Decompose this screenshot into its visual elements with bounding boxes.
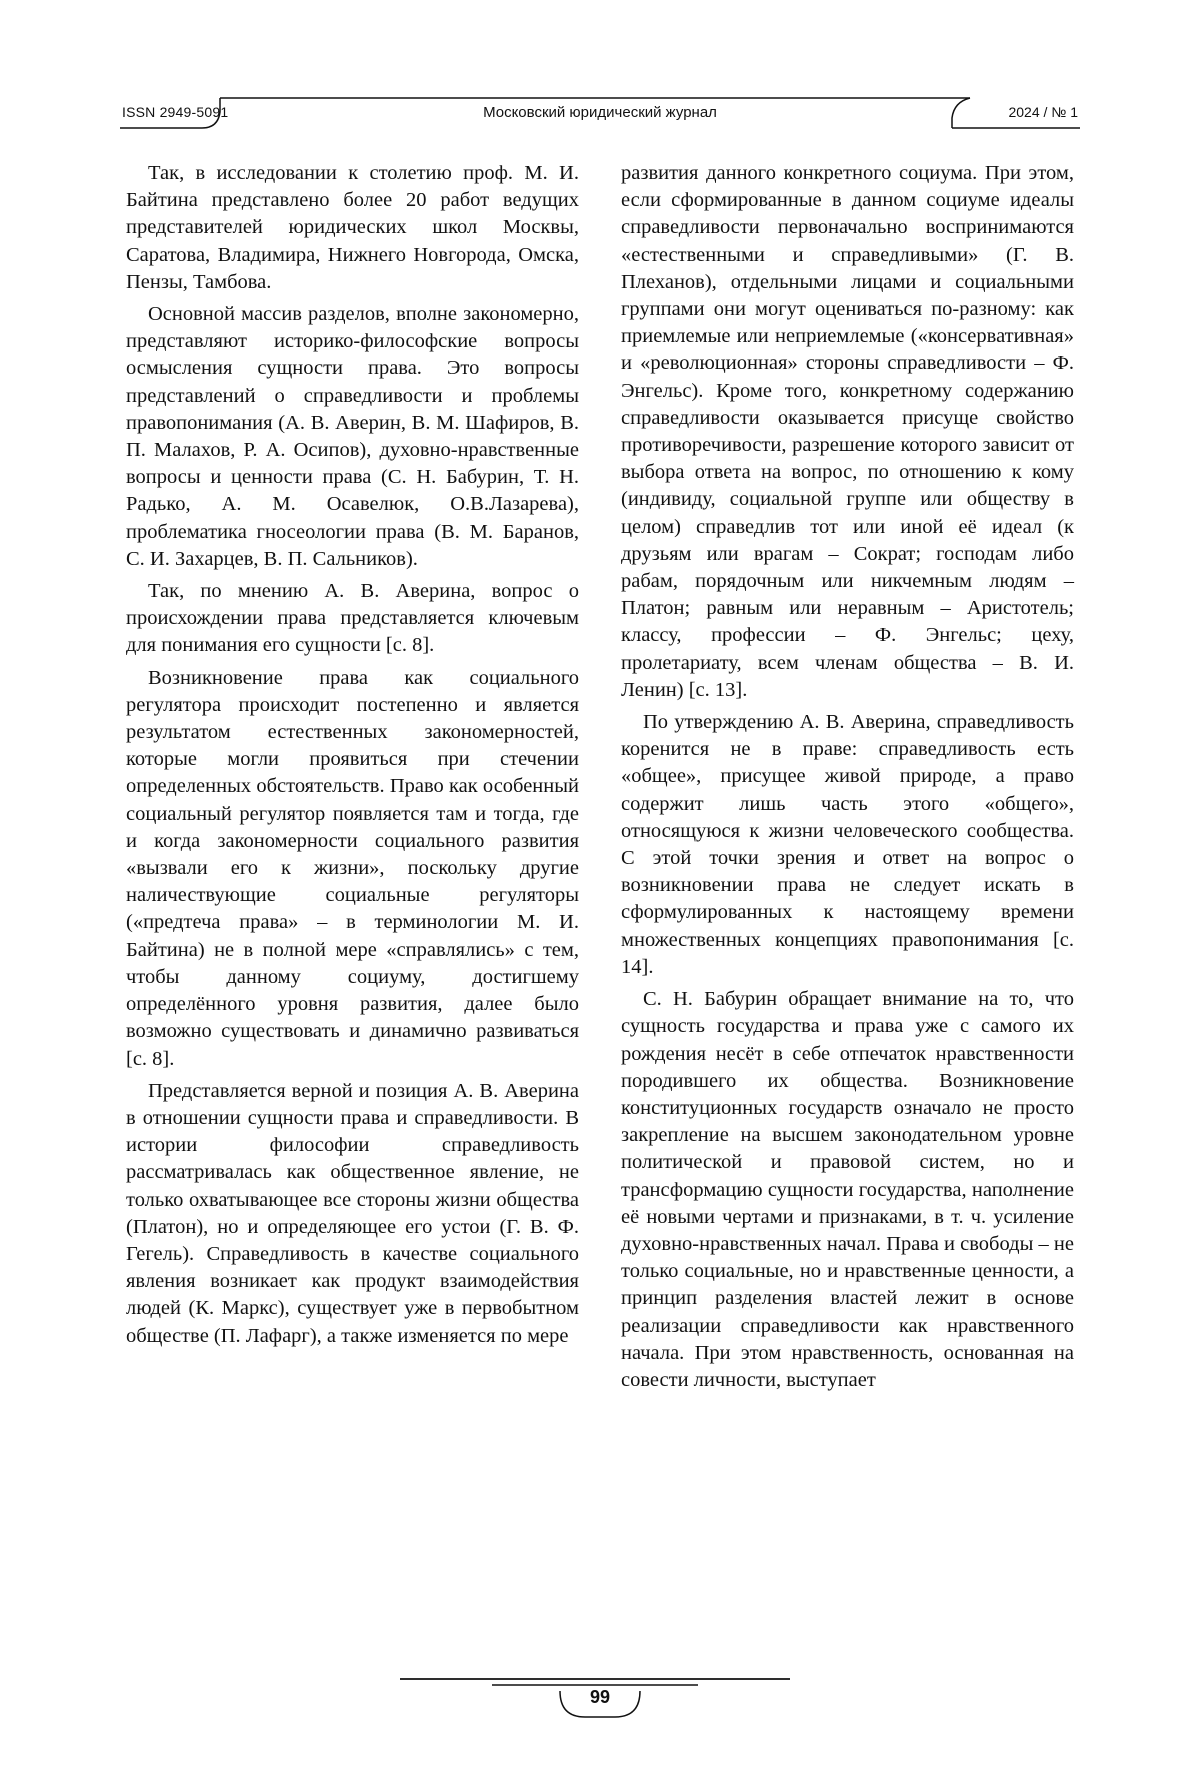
paragraph: По утверждению А. В. Аверина, справедливость коренится не в праве: справедливость есть «общее», присущее живой природе, а право содержит лишь часть этого «общего», относящуюся к жизни человеческого сообщества. С этой точки зрения и ответ на вопрос о возникновении права не следует искать в сформулированных к настоящему времени множественных концепциях правопонимания [с. 14].: [621, 711, 1074, 978]
paragraph: С. Н. Бабурин обращает внимание на то, что сущность государства и права уже с самого их рождения несёт в себе отпечаток нравственности породившего их общества. Возникновение конституционных государств означало не просто закрепление на высшем законодательном уровне политической и правовой систем, но и трансформацию сущности государства, наполнение её новыми чертами и признаками, в т. ч. усиление духовно-нравственных начал. Права и свободы – не только социальные, но и нравственные ценности, а принцип разделения властей лежит в основе реализации справедливости как нравственного начала. При этом нравственность, основанная на совести личности, выступает: [621, 988, 1074, 1391]
paragraph-continued: развития данного конкретного социума. При этом, если сформированные в данном социуме идеалы справедливости первоначально воспринимаются «естественными и справедливыми» (Г. В. Плеханов), отдельными лицами и социальными группами они могут оцениваться по-разному: как приемлемые или неприемлемые («консервативная» и «революционная» стороны справедливости – Ф. Энгельс). Кроме того, конкретному содержанию справедливости оказывается присуще свойство противоречивости, разрешение которого зависит от выбора ответа на вопрос, по отношению к кому (индивиду, социальной группе или обществу в целом) справедлив тот или иной её идеал (к друзьям или врагам – Сократ; господам либо рабам, порядочным или никчемным людям – Платон; равным или неравным – Аристотель; классу, профессии – Ф. Энгельс; цеху, пролетариату, всем членам общества – В. И. Ленин) [с. 13].: [621, 162, 1074, 701]
paragraph: Так, в исследовании к столетию проф. М. И. Байтина представлено более 20 работ ведущих представителей юридических школ Москвы, Саратова, Владимира, Нижнего Новгорода, Омска, Пензы, Тамбова.: [126, 162, 579, 293]
journal-title: Московский юридический журнал: [483, 104, 717, 121]
paragraph: Представляется верной и позиция А. В. Аверина в отношении сущности права и справедливости. В истории философии справедливость рассматривалась как общественное явление, не только охватывающее все стороны жизни общества (Платон), но и определяющее его устои (Г. В. Ф. Гегель). Справедливость в качестве социального явления возникает как продукт взаимодействия людей (К. Маркс), существует уже в первобытном обществе (П. Лафарг), а также изменяется по мере: [126, 1079, 579, 1347]
paragraph: Так, по мнению А. В. Аверина, вопрос о происхождении права представляется ключевым для понимания его сущности [с. 8].: [126, 580, 579, 657]
paragraph: Возникновение права как социального регулятора происходит постепенно и является результатом естественных закономерностей, которые могли проявиться при стечении определенных обстоятельств. Право как особенный социальный регулятор появляется там и тогда, где и когда закономерности социального развития «вызвали его к жизни», поскольку другие наличествующие социальные регуляторы («предтеча права» – в терминологии М. И. Байтина) не в полной мере «справлялись» с тем, чтобы данному социуму, достигшему определённого уровня развития, далее было возможно существовать и динамично развиваться [с. 8].: [126, 666, 579, 1070]
page-number: 99: [589, 1687, 611, 1707]
left-column: [126, 160, 579, 1620]
page-header: [120, 96, 1080, 136]
page-footer: [0, 1665, 1200, 1735]
right-column: [621, 160, 1074, 1620]
issn-label: ISSN 2949-5091: [122, 104, 229, 120]
paragraph: Основной массив разделов, вполне закономерно, представляют историко-философские вопросы осмысления сущности права. Это вопросы представлений о справедливости и проблемы правопонимания (А. В. Аверин, В. М. Шафиров, В. П. Малахов, Р. А. Осипов), духовно-нравственные вопросы и ценности права (С. Н. Бабурин, Т. Н. Радько, А. М. Осавелюк, О.В.Лазарева), проблематика гносеологии права (В. М. Баранов, С. И. Захарцев, В. П. Сальников).: [126, 303, 579, 570]
issue-label: 2024 / № 1: [1008, 104, 1078, 120]
article-body: [126, 160, 1074, 1620]
